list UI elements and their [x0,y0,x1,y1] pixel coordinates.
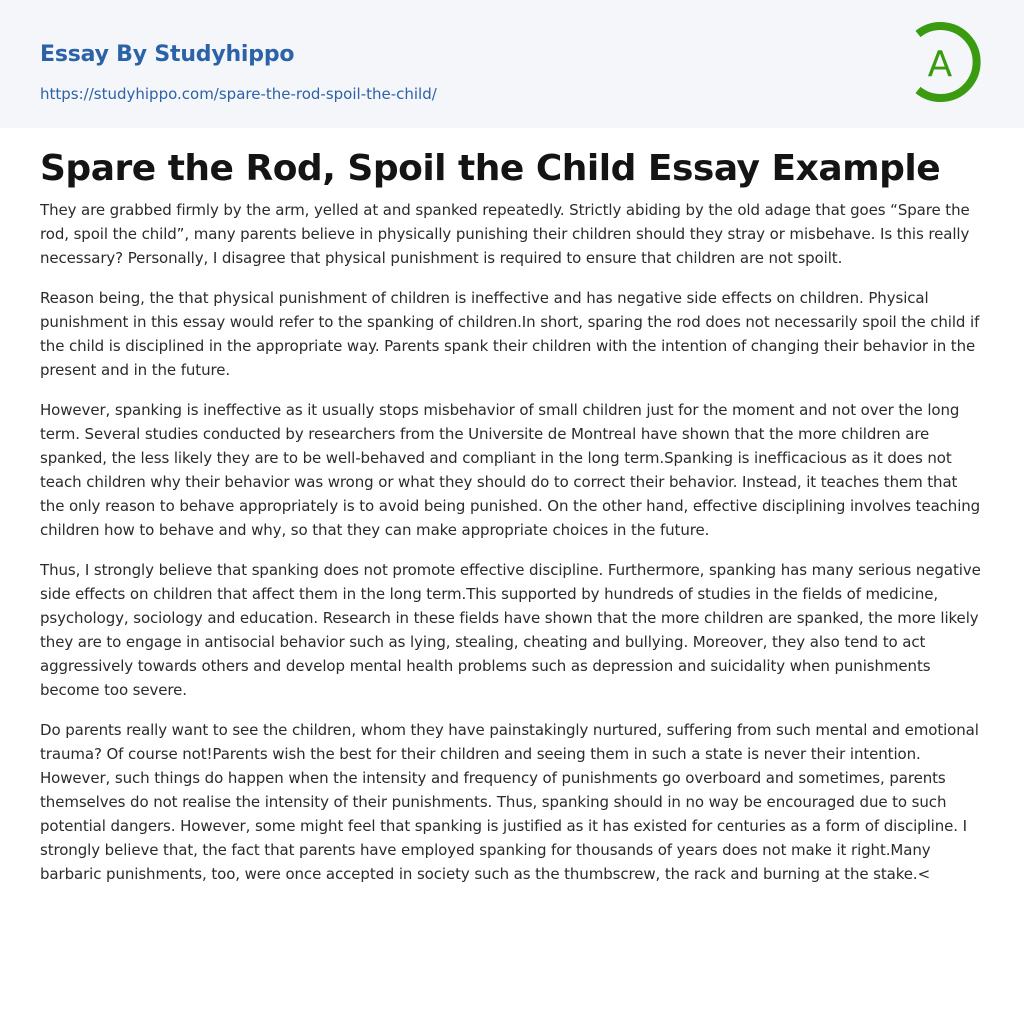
paragraph: Thus, I strongly believe that spanking does not promote effective discipline. Furthermore, spanking has many serious negative side effects on children that affect them in the long term.This supported by hundreds of studies in the fields of medicine, psychology, sociology and education. Research in these fields have shown that the more children are spanked, the more likely they are to engage in antisocial behavior such as lying, stealing, cheating and bullying. Moreover, they also tend to act aggressively towards others and develop mental health problems such as depression and suicidality when punishments become too severe. [40,561,981,699]
svg-text:A: A [927,44,953,85]
paragraph: Reason being, the that physical punishment of children is ineffective and has negative side effects on children. Physical punishment in this essay would refer to the spanking of children.In short, sparing the rod does not necessarily spoil the child if the child is disciplined in the appropriate way. Parents spank their children with the intention of changing their behavior in the present and in the future. [40,289,980,379]
studyhippo-logo-icon [912,20,986,104]
page-title: Spare the Rod, Spoil the Child Essay Example [40,148,941,189]
paragraph: They are grabbed firmly by the arm, yelled at and spanked repeatedly. Strictly abiding by the old adage that goes “Spare the rod, spoil the child”, many parents believe in physically punishing their children should they stray or misbehave. Is this really necessary? Personally, I disagree that physical punishment is required to ensure that children are not spoilt. [40,201,970,267]
site-header [0,0,1024,128]
essay-url-link[interactable]: https://studyhippo.com/spare-the-rod-spoil-the-child/ [40,85,437,103]
paragraph: However, spanking is ineffective as it usually stops misbehavior of small children just for the moment and not over the long term. Several studies conducted by researchers from the Universite de Montreal have shown that the more children are spanked, the less likely they are to be well-behaved and compliant in the long term.Spanking is inefficacious as it does not teach children why their behavior was wrong or what they should do to correct their behavior. Instead, it teaches them that the only reason to behave appropriately is to avoid being punished. On the other hand, effective disciplining involves teaching children how to behave and why, so that they can make appropriate choices in the future. [40,401,981,539]
article [0,148,1024,886]
site-title: Essay By Studyhippo [40,42,295,67]
paragraph: Do parents really want to see the children, whom they have painstakingly nurtured, suffering from such mental and emotional trauma? Of course not!Parents wish the best for their children and seeing them in such a state is never their intention. However, such things do happen when the intensity and frequency of punishments go overboard and sometimes, parents themselves do not realise the intensity of their punishments. Thus, spanking should in no way be encouraged due to such potential dangers. However, some might feel that spanking is justified as it has existed for centuries as a form of discipline. I strongly believe that, the fact that parents have employed spanking for thousands of years does not make it right.Many barbaric punishments, too, were once accepted in society such as the thumbscrew, the rack and burning at the stake.< [40,721,979,883]
